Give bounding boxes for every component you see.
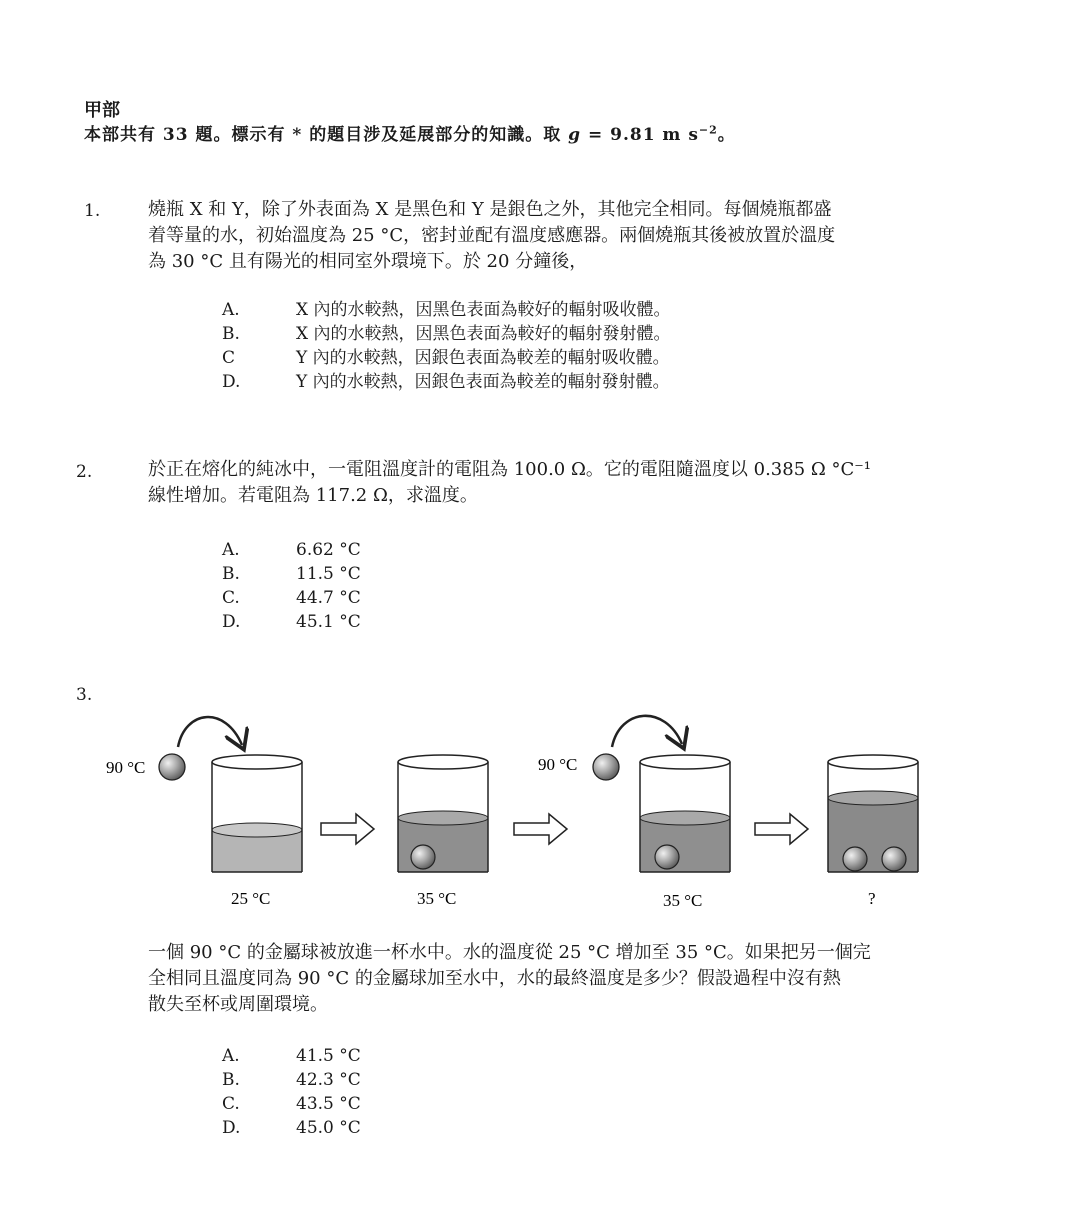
option-d [222,610,361,634]
option-letter: B. [222,324,240,344]
beaker-4 [828,755,918,872]
question-3-stem-line: 一個 90 °C 的金屬球被放進一杯水中。水的溫度從 25 °C 增加至 35 °C。如果把另一個完 [148,942,871,963]
question-1-options [222,298,671,394]
option-text: 45.1 °C [296,612,361,632]
beaker-1 [212,755,302,872]
option-text: X 內的水較熱，因黑色表面為較好的輻射發射體。 [296,324,671,344]
option-c [222,346,671,370]
option-b [222,1068,361,1092]
option-text: 43.5 °C [296,1094,361,1114]
process-arrow-icon [755,814,808,844]
curved-arrow-icon [612,716,682,747]
option-letter: A. [222,300,240,320]
curved-arrow-icon [178,717,242,747]
option-c [222,586,361,610]
option-text: 41.5 °C [296,1046,361,1066]
option-text: 44.7 °C [296,588,361,608]
option-a [222,298,671,322]
option-text: 6.62 °C [296,540,361,560]
option-letter: D. [222,1118,241,1138]
option-letter: C [222,348,236,368]
option-a [222,538,361,562]
option-letter: D. [222,372,241,392]
question-3-options [222,1044,361,1140]
section-description [84,120,736,145]
question-2-stem [148,457,1008,509]
option-letter: D. [222,612,241,632]
g-exponent: −2 [698,123,718,137]
question-1-stem-line: 着等量的水，初始溫度為 25 °C，密封並配有溫度感應器。兩個燒瓶其後被放置於溫度 [148,225,836,246]
option-a [222,1044,361,1068]
beaker-3-label: 35 °C [663,891,703,910]
question-3-number: 3. [76,685,93,705]
process-arrow-icon [321,814,374,844]
option-d [222,1116,361,1140]
beaker-4-label: ? [868,889,876,908]
option-text: 42.3 °C [296,1070,361,1090]
question-3-stem-line: 全相同且溫度同為 90 °C 的金屬球加至水中，水的最終溫度是多少？假設過程中沒有熱 [148,968,841,989]
beaker-2 [398,755,488,872]
option-letter: B. [222,1070,240,1090]
section-description-end: 。 [717,125,736,145]
question-3-stem [148,940,1008,1018]
option-letter: B. [222,564,240,584]
option-text: 45.0 °C [296,1118,361,1138]
calorimetry-figure [0,700,1080,920]
g-symbol: g [568,125,582,145]
question-1-stem-line: 燒瓶 X 和 Y，除了外表面為 X 是黑色和 Y 是銀色之外，其他完全相同。每個燒瓶都盛 [148,199,832,220]
option-text: Y 內的水較熱，因銀色表面為較差的輻射吸收體。 [296,348,670,368]
question-1-stem-line: 為 30 °C 且有陽光的相同室外環境下。於 20 分鐘後， [148,251,588,272]
beaker-1-label: 25 °C [231,889,271,908]
question-2-stem-line: 於正在熔化的純冰中，一電阻溫度計的電阻為 100.0 Ω。它的電阻隨溫度以 0.385 Ω °C⁻¹ [148,459,872,480]
option-d [222,370,671,394]
section-title: 甲部 [84,100,120,121]
option-letter: A. [222,540,240,560]
question-3-stem-line: 散失至杯或周圍環境。 [148,994,328,1015]
question-2-stem-line: 線性增加。若電阻為 117.2 Ω，求溫度。 [148,485,478,506]
process-arrow-icon [514,814,567,844]
option-letter: A. [222,1046,240,1066]
beaker-3 [640,755,730,872]
option-c [222,1092,361,1116]
ball-2 [593,754,619,780]
option-b [222,562,361,586]
beaker-2-label: 35 °C [417,889,457,908]
ball-1 [159,754,185,780]
question-2-options [222,538,361,634]
ball-2-label: 90 °C [538,755,578,774]
option-text: 11.5 °C [296,564,361,584]
ball-1-label: 90 °C [106,758,146,777]
question-2-number: 2. [76,462,93,482]
option-b [222,322,671,346]
question-1-stem [148,197,1008,275]
option-letter: C. [222,588,240,608]
option-text: Y 內的水較熱，因銀色表面為較差的輻射發射體。 [296,372,670,392]
option-letter: C. [222,1094,240,1114]
option-text: X 內的水較熱，因黑色表面為較好的輻射吸收體。 [296,300,671,320]
section-description-text: 本部共有 33 題。標示有 * 的題目涉及延展部分的知識。取 [84,125,569,145]
question-1-number: 1. [84,201,101,221]
g-value: = 9.81 m s [581,125,699,145]
